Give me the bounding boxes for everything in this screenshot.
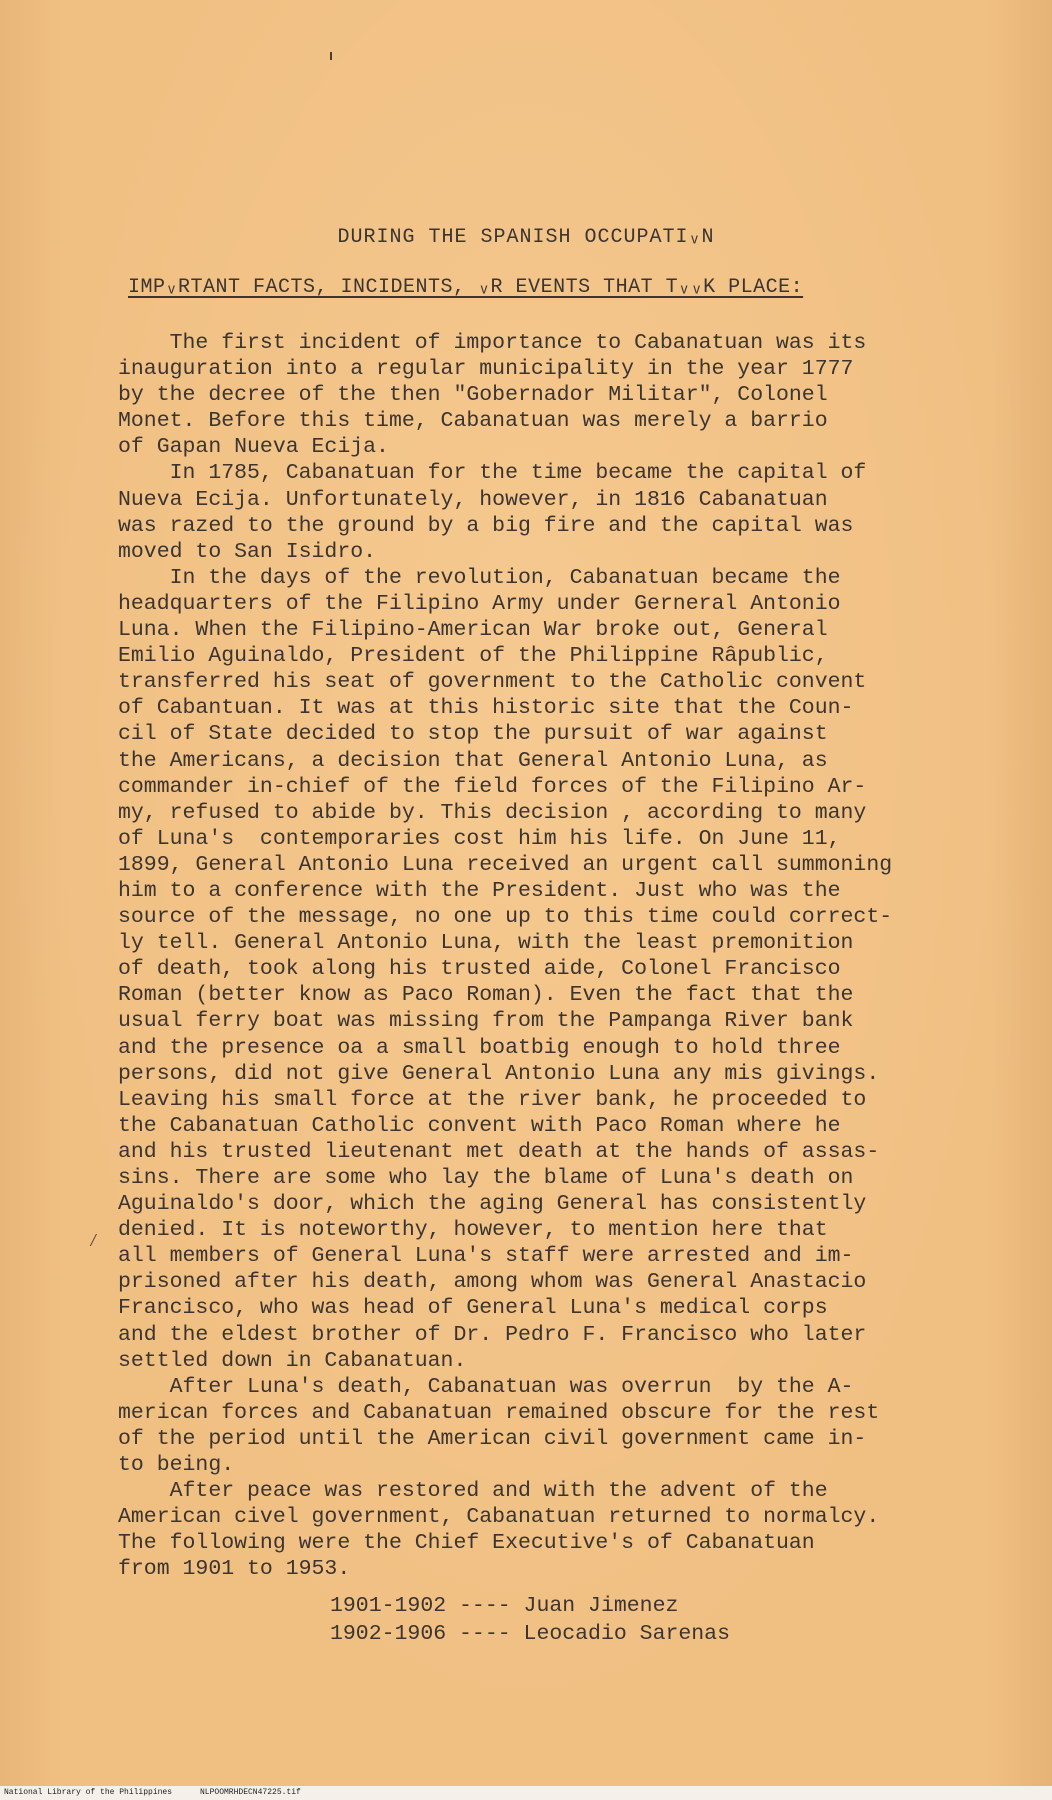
text-line: from 1901 to 1953. xyxy=(118,1557,351,1582)
text-line: and the eldest brother of Dr. Pedro F. Francisco who later xyxy=(118,1322,867,1347)
text-line: The following were the Chief Executive's of Cabanatuan xyxy=(118,1531,815,1556)
text-line: Luna. When the Filipino-American War broke out, General xyxy=(118,618,828,643)
text-line: Roman (better know as Paco Roman). Even the fact that the xyxy=(118,983,854,1008)
text-line: to being. xyxy=(118,1453,235,1478)
executive-years: 1902-1906 xyxy=(330,1622,447,1646)
text-line: and the presence oa a small boatbig enough to hold three xyxy=(118,1035,841,1060)
text-line: 1899, General Antonio Luna received an urgent call summoning xyxy=(118,852,893,877)
text-line: Aguinaldo's door, which the aging General has consistently xyxy=(118,1192,867,1217)
text-line: all members of General Luna's staff were arrested and im- xyxy=(118,1244,854,1269)
text-line: prisoned after his death, among whom was General Anastacio xyxy=(118,1270,867,1295)
text-line: Leaving his small force at the river bank, he proceeded to xyxy=(118,1087,867,1112)
text-line: transferred his seat of government to the Catholic convent xyxy=(118,670,867,695)
text-line: headquarters of the Filipino Army under Gerneral Antonio xyxy=(118,591,841,616)
text-line: commander in-chief of the field forces of the Filipino Ar- xyxy=(118,774,867,799)
text-line: him to a conference with the President. Just who was the xyxy=(118,878,841,903)
scan-footer xyxy=(0,1786,1052,1800)
text-line: my, refused to abide by. This decision , according to many xyxy=(118,800,867,825)
text-line: source of the message, no one up to this time could correct- xyxy=(118,905,893,930)
margin-tick xyxy=(330,52,332,60)
text-line: The first incident of importance to Cabanatuan was its xyxy=(118,331,867,355)
text-line: American civel government, Cabanatuan returned to normalcy. xyxy=(118,1505,880,1530)
text-line: ly tell. General Antonio Luna, with the least premonition xyxy=(118,931,854,956)
footer-file-label: NLPOOMRHDECN47225.tif xyxy=(200,1788,301,1797)
text-line: After Luna's death, Cabanatuan was overrun by the A- xyxy=(118,1374,854,1399)
text-line: sins. There are some who lay the blame of Luna's death on xyxy=(118,1166,854,1190)
text-line: merican forces and Cabanatuan remained obscure for the rest xyxy=(118,1400,880,1425)
text-line: cil of State decided to stop the pursuit of war against xyxy=(118,722,828,747)
text-line: In 1785, Cabanatuan for the time became the capital of xyxy=(118,461,867,486)
text-line: Nueva Ecija. Unfortunately, however, in 1816 Cabanatuan xyxy=(118,487,828,512)
page-title: DURING THE SPANISH OCCUPATIᵥN xyxy=(337,226,715,249)
text-line: of Luna's contemporaries cost him his life. On June 11, xyxy=(118,826,841,851)
executive-sep: ---- xyxy=(459,1594,511,1618)
text-line: persons, did not give General Antonio Luna any mis givings. xyxy=(118,1061,880,1086)
text-line: settled down in Cabanatuan. xyxy=(118,1348,467,1373)
executive-sep: ---- xyxy=(459,1622,511,1646)
text-line: usual ferry boat was missing from the Pampanga River bank xyxy=(118,1009,854,1034)
text-line: In the days of the revolution, Cabanatuan became the xyxy=(118,565,841,590)
text-line: of Gapan Nueva Ecija. xyxy=(118,435,389,460)
footer-library-label: National Library of the Philippines xyxy=(4,1788,173,1797)
text-line: denied. It is noteworthy, however, to mention here that xyxy=(118,1218,828,1243)
section-subtitle: IMPᵥRTANT FACTS, INCIDENTS, ᵥR EVENTS THAT TᵥᵥK PLACE: xyxy=(128,276,804,299)
text-line: After peace was restored and with the advent of the xyxy=(118,1479,828,1504)
executive-years: 1901-1902 xyxy=(330,1594,447,1618)
text-line: Francisco, who was head of General Luna's medical corps xyxy=(118,1296,828,1321)
text-line: of Cabantuan. It was at this historic site that the Coun- xyxy=(118,696,854,721)
text-line: and his trusted lieutenant met death at the hands of assas- xyxy=(118,1139,880,1164)
text-line: Monet. Before this time, Cabanatuan was merely a barrio xyxy=(118,409,828,434)
margin-mark: ⁄ xyxy=(88,1232,99,1252)
executive-row xyxy=(330,1592,730,1620)
body-text xyxy=(118,330,1048,1583)
text-line: the Cabanatuan Catholic convent with Paco Roman where he xyxy=(118,1113,841,1138)
chief-executives-list xyxy=(330,1592,730,1648)
text-line: by the decree of the then "Gobernador Militar", Colonel xyxy=(118,383,828,408)
text-line: inauguration into a regular municipality in the year 1777 xyxy=(118,357,854,382)
text-line: of the period until the American civil government came in- xyxy=(118,1426,867,1451)
text-line: was razed to the ground by a big fire and the capital was xyxy=(118,513,854,538)
text-line: Emilio Aguinaldo, President of the Philippine Râpublic, xyxy=(118,644,828,669)
executive-row xyxy=(330,1620,730,1648)
text-line: moved to San Isidro. xyxy=(118,539,377,564)
executive-name: Leocadio Sarenas xyxy=(523,1622,730,1646)
text-line: the Americans, a decision that General Antonio Luna, as xyxy=(118,748,828,773)
text-line: of death, took along his trusted aide, Colonel Francisco xyxy=(118,957,841,982)
executive-name: Juan Jimenez xyxy=(523,1594,679,1618)
